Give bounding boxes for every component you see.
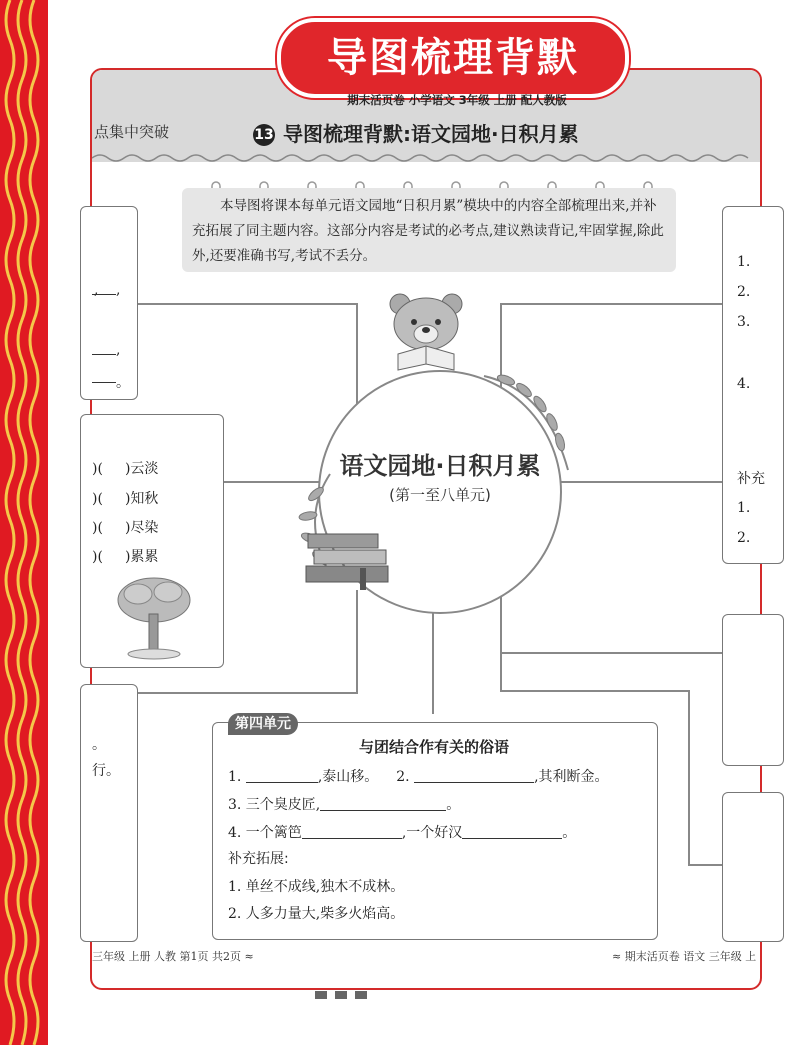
intro-text: 本导图将课本每单元语文园地“日积月累”模块中的内容全部梳理出来,并补充拓展了同主题内容。这部分内容是考试的必考点,建议熟读背记,牢固掌握,除此外,还要准确书写,考试不丢分。 — [192, 198, 664, 264]
center-topic-title: 语文园地·日积月累 — [339, 452, 541, 480]
left-bottom-box — [80, 684, 138, 942]
proverb-line-3: 4. 一个篱笆 ,一个好汉 。 — [228, 825, 577, 841]
idiom-row: )( )知秋 — [92, 491, 159, 507]
right-supp-label: 补充 — [737, 471, 765, 487]
center-topic-subtitle: (第一至八单元) — [389, 486, 491, 504]
left-top-frag: 。 — [116, 375, 130, 391]
connector-line — [500, 690, 690, 692]
right-item: 4. — [737, 376, 751, 392]
right-top-box — [722, 206, 784, 564]
connector-line — [548, 481, 722, 483]
left-top-frag: , — [94, 282, 99, 298]
connector-line — [688, 690, 690, 866]
right-item: 1. — [737, 254, 751, 270]
right-middle-box — [722, 614, 784, 766]
left-top-frag: , — [116, 342, 121, 358]
proverb-line-1: 1. ,泰山移。 2. ,其利断金。 — [228, 769, 609, 785]
answer-blank[interactable] — [320, 796, 446, 811]
connector-line — [136, 303, 358, 305]
proverb-line-2: 3. 三个臭皮匠, 。 — [228, 797, 461, 813]
supplement-proverb-1: 1. 单丝不成线,独木不成林。 — [228, 879, 405, 895]
book-info-line: 期末活页卷 小学语文 3年级 上册 配人教版 — [347, 93, 567, 107]
connector-line — [500, 652, 722, 654]
right-item: 3. — [737, 314, 751, 330]
answer-blank[interactable] — [414, 768, 534, 783]
answer-blank[interactable] — [246, 768, 318, 783]
section-left-label: 点集中突破 — [94, 123, 170, 141]
right-supp-item: 1. — [737, 500, 751, 516]
bear-illustration — [384, 290, 468, 376]
section-title-text: 导图梳理背默:语文园地·日积月累 — [283, 122, 579, 146]
books-illustration — [304, 528, 394, 590]
unit4-tag: 第四单元 — [228, 713, 298, 735]
left-top-frag: , — [116, 282, 121, 298]
answer-blank[interactable] — [302, 824, 402, 839]
tree-illustration — [112, 570, 196, 662]
supplement-label: 补充拓展: — [228, 851, 289, 867]
idiom-row: )( )尽染 — [92, 520, 159, 536]
connector-line — [500, 303, 722, 305]
answer-blank[interactable] — [92, 368, 116, 383]
connector-line — [356, 303, 358, 413]
page-tab-markers — [315, 984, 375, 1003]
idiom-row: )( )云淡 — [92, 461, 159, 477]
answer-blank[interactable] — [92, 340, 116, 355]
intro-note — [182, 188, 676, 272]
section-title — [253, 118, 579, 147]
connector-line — [688, 864, 722, 866]
footer-left: 三年级 上册 人教 第1页 共2页 ≈ — [92, 950, 254, 963]
left-bottom-frag: 行。 — [92, 763, 120, 779]
page-title-banner: 导图梳理背默 — [277, 18, 629, 98]
unit4-heading: 与团结合作有关的俗语 — [358, 738, 509, 756]
connector-line — [356, 590, 358, 694]
left-bottom-frag: 。 — [92, 737, 106, 753]
section-number-badge: 13 — [253, 124, 275, 146]
footer-right: ≈ 期末活页卷 语文 三年级 上 — [612, 950, 757, 963]
connector-line — [500, 652, 502, 692]
right-item: 2. — [737, 284, 751, 300]
header-wave-divider — [92, 152, 758, 166]
right-bottom-box — [722, 792, 784, 942]
supplement-proverb-2: 2. 人多力量大,柴多火焰高。 — [228, 906, 405, 922]
connector-line — [136, 692, 358, 694]
connector-line — [432, 610, 434, 714]
answer-blank[interactable] — [92, 280, 116, 295]
answer-blank[interactable] — [462, 824, 562, 839]
idiom-row: )( )累累 — [92, 549, 159, 565]
right-supp-item: 2. — [737, 530, 751, 546]
decorative-red-band — [0, 0, 48, 1045]
